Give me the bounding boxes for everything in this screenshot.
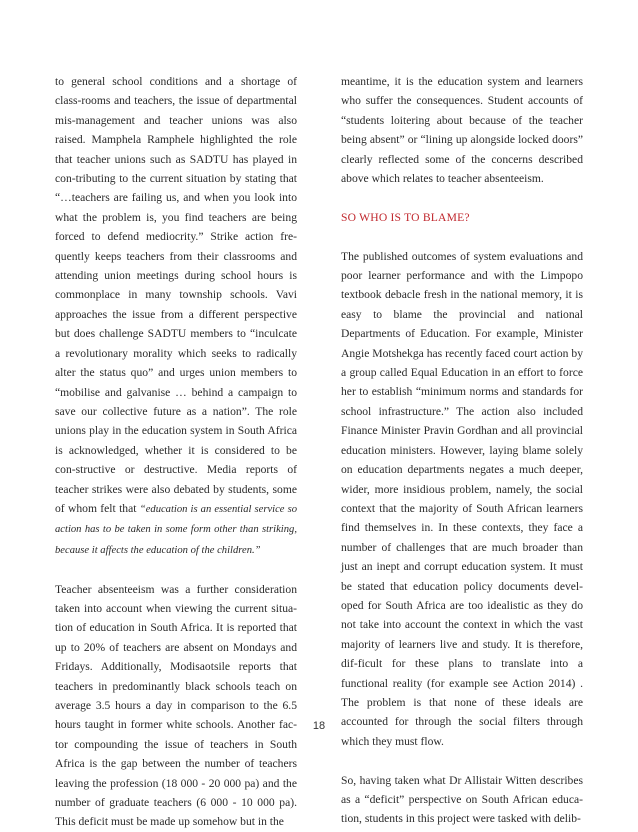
left-column (55, 72, 297, 832)
body-paragraph: meantime, it is the education system and learners who suffer the consequences. Student accounts of “students loitering about because of the teacher being absent” or “lining up alongside locked doors” clearly reflected some of the concerns described above which relates to teacher absenteeism. (341, 75, 583, 186)
section-heading: SO WHO IS TO BLAME? (341, 210, 470, 224)
right-column (341, 72, 583, 829)
page-number: 18 (312, 720, 326, 732)
student-quote: “education is an essential service so action has to be taken in some form other than striking, because it affects the education of the children.” (55, 503, 297, 556)
body-paragraph: The published outcomes of system evaluations and poor learner performance and with the Limpopo textbook debacle fresh in the national memory, it is easy to blame the provincial and national Departments of Education. For example, Minister Angie Motshekga has recently faced court action by a group called Equal Education in an effort to force her to establish “minimum norms and standards for school infrastructure.” The action also included Finance Minister Pravin Gordhan and all provincial education ministers. However, laying blame solely on education departments negates a much deeper, wider, more insidious problem, namely, the social context that the majority of South African learners find themselves in. In these contexts, they face a number of challenges that are much broader than just an inept and corrupt education system. It must be stated that education policy documents devel-oped for South Africa are too idealistic as they do not take into account the context in which the vast majority of learners live and study. It is therefore, dif-ficult for these plans to translate into a functional reality (for example see Action 2014) . The problem is that none of these ideals are accounted for through the social filters through which they must flow. (341, 249, 583, 748)
body-paragraph: So, having taken what Dr Allistair Witten describes as a “deficit” perspective on South African educa-tion, students in this project were tasked with delib- (341, 773, 583, 826)
body-paragraph (55, 72, 297, 560)
paragraph-text: to general school conditions and a shortage of class-rooms and teachers, the issue of departmental mis-management and teacher unions was also raised. Mamphela Ramphele highlighted the role that teacher unions such as SADTU has played in con-tributing to the current situation by stating that “…teachers are failing us, and when you look into what the problem is, you find teachers are being forced to defend mediocrity.” Strike action fre-quently keeps teachers from their classrooms and attending union meetings during school hours is commonplace in many township schools. Vavi approaches the issue from a different perspective but does challenge SADTU members to “inculcate a revolutionary morality which seeks to radically alter the status quo” and urges union members to “mobilise and galvanise … behind a campaign to save our collective future as a nation”. The role unions play in the education system in South Africa is acknowledged, whether it is considered to be con-structive or destructive. Media reports of teacher strikes were also debated by students, some of whom felt that (55, 75, 297, 515)
body-paragraph: Teacher absenteeism was a further consideration taken into account when viewing the current situa-tion of education in South Africa. It is reported that up to 20% of teachers are absent on Mondays and Fridays. Additionally, Modisaotsile reports that teachers in predominantly black schools teach on average 3.5 hours a day in comparison to the 6.5 hours taught in former white schools. Another fac-tor compounding the issue of teachers in South Africa is the gap between the number of teachers leaving the profession (18 000 - 20 000 pa) and the number of graduate teachers (6 000 - 10 000 pa). This deficit must be made up somehow but in the (55, 582, 297, 829)
